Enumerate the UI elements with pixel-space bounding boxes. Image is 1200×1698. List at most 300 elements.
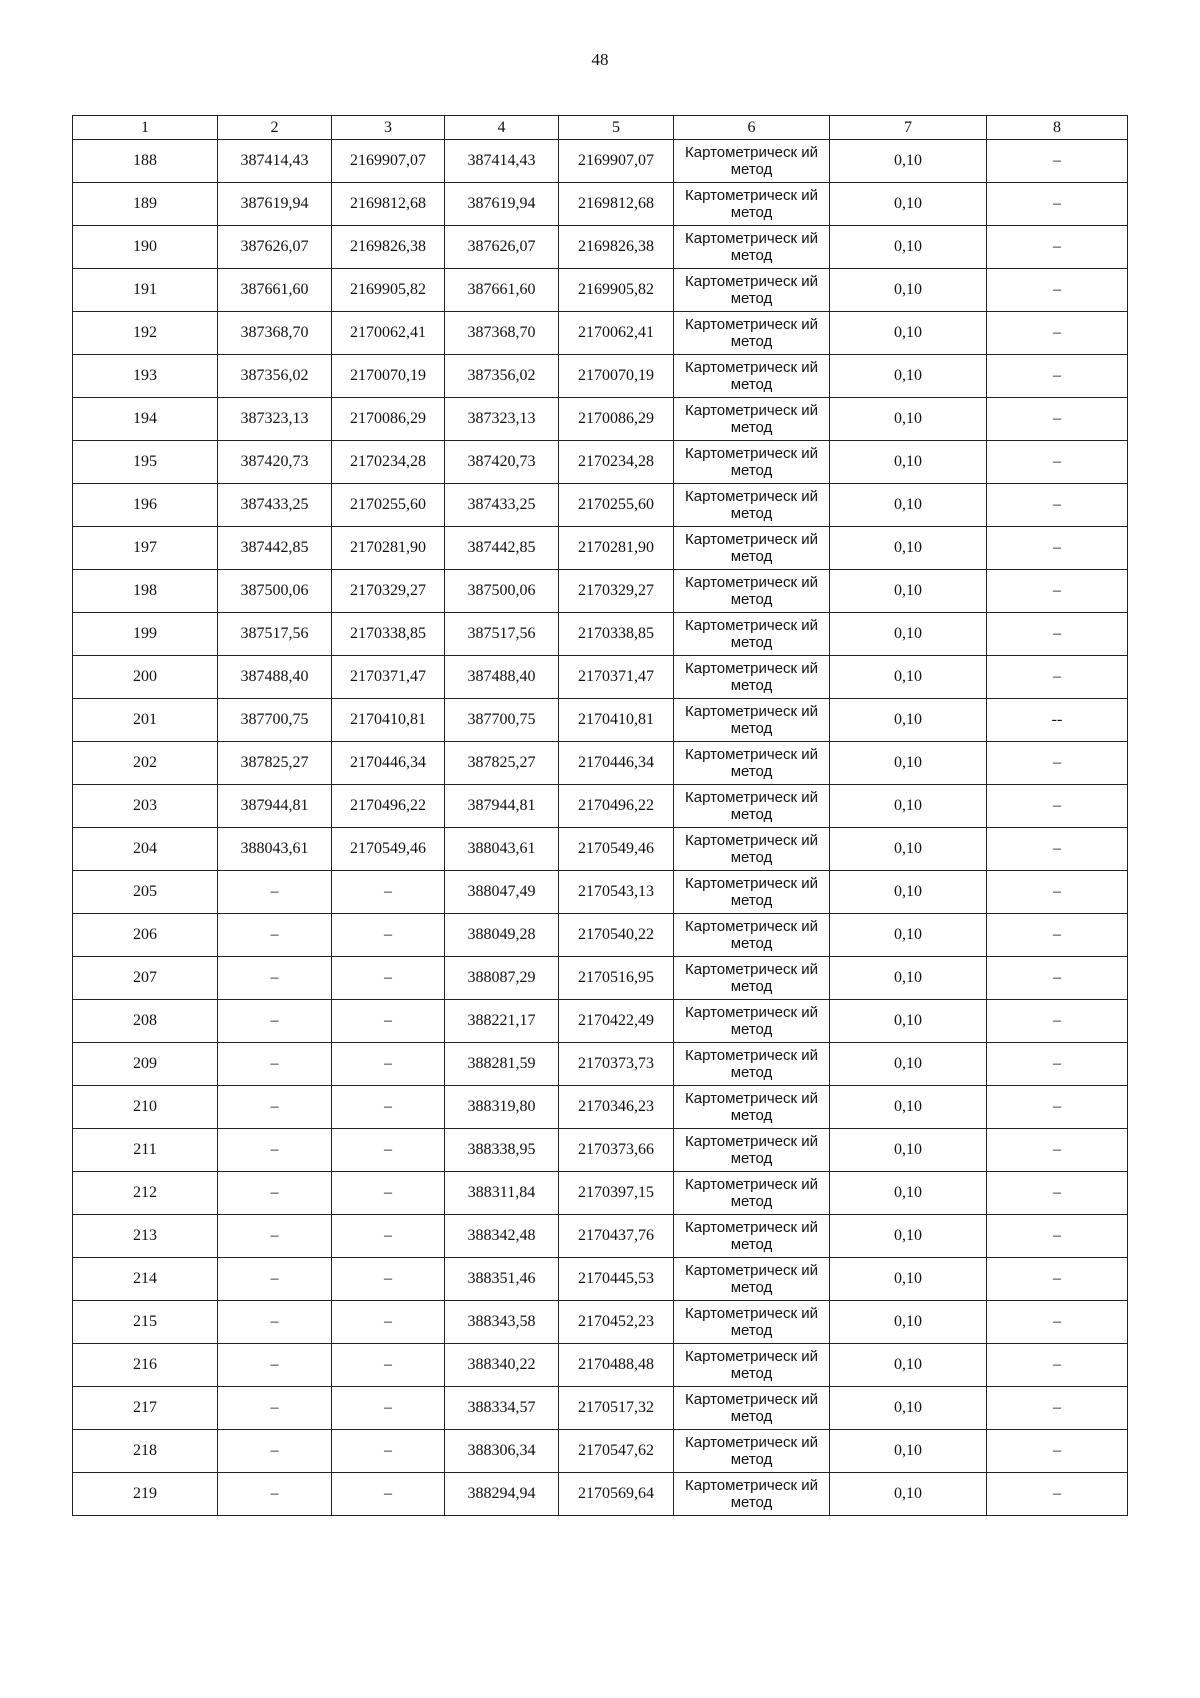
table-cell-col-5: 2170062,41 [559, 312, 674, 355]
table-cell-col-1: 188 [73, 140, 218, 183]
table-cell-col-6: Картометрическ ий метод [674, 1215, 830, 1258]
table-cell-col-6: Картометрическ ий метод [674, 613, 830, 656]
table-cell-col-6: Картометрическ ий метод [674, 527, 830, 570]
table-cell-col-8: – [987, 613, 1128, 656]
table-row [73, 871, 1128, 914]
table-cell-col-6: Картометрическ ий метод [674, 1000, 830, 1043]
table-cell-col-5: 2170488,48 [559, 1344, 674, 1387]
header-row [73, 116, 1128, 140]
table-cell-col-7: 0,10 [830, 484, 987, 527]
table-cell-col-4: 387500,06 [445, 570, 559, 613]
table-cell-col-4: 388334,57 [445, 1387, 559, 1430]
table-cell-col-5: 2170517,32 [559, 1387, 674, 1430]
table-cell-col-6: Картометрическ ий метод [674, 226, 830, 269]
table-cell-col-6: Картометрическ ий метод [674, 1172, 830, 1215]
table-cell-col-7: 0,10 [830, 699, 987, 742]
table-cell-col-1: 201 [73, 699, 218, 742]
table-cell-col-7: 0,10 [830, 1301, 987, 1344]
table-cell-col-4: 387700,75 [445, 699, 559, 742]
table-cell-col-2: – [218, 871, 332, 914]
table-row [73, 398, 1128, 441]
table-cell-col-3: – [332, 914, 445, 957]
table-cell-col-4: 388047,49 [445, 871, 559, 914]
table-cell-col-8: – [987, 828, 1128, 871]
table-row [73, 1344, 1128, 1387]
table-cell-col-3: – [332, 1215, 445, 1258]
table-cell-col-6: Картометрическ ий метод [674, 785, 830, 828]
table-row [73, 1000, 1128, 1043]
table-cell-col-6: Картометрическ ий метод [674, 398, 830, 441]
table-cell-col-1: 216 [73, 1344, 218, 1387]
table-cell-col-4: 387825,27 [445, 742, 559, 785]
table-cell-col-2: 387368,70 [218, 312, 332, 355]
table-cell-col-3: – [332, 1258, 445, 1301]
table-cell-col-8: -- [987, 699, 1128, 742]
table-row [73, 914, 1128, 957]
table-cell-col-8: – [987, 1215, 1128, 1258]
table-cell-col-4: 388049,28 [445, 914, 559, 957]
table-cell-col-8: – [987, 785, 1128, 828]
table-cell-col-4: 388043,61 [445, 828, 559, 871]
table-row [73, 957, 1128, 1000]
table-cell-col-2: – [218, 1301, 332, 1344]
table-cell-col-2: – [218, 1387, 332, 1430]
table-cell-col-3: – [332, 1043, 445, 1086]
table-cell-col-6: Картометрическ ий метод [674, 140, 830, 183]
table-cell-col-8: – [987, 1473, 1128, 1516]
table-cell-col-3: 2170496,22 [332, 785, 445, 828]
table-cell-col-1: 199 [73, 613, 218, 656]
table-cell-col-7: 0,10 [830, 1258, 987, 1301]
table-cell-col-2: 387825,27 [218, 742, 332, 785]
table-cell-col-5: 2170070,19 [559, 355, 674, 398]
table-cell-col-5: 2170446,34 [559, 742, 674, 785]
table-cell-col-2: – [218, 1043, 332, 1086]
table-cell-col-8: – [987, 269, 1128, 312]
table-cell-col-4: 387488,40 [445, 656, 559, 699]
table-cell-col-7: 0,10 [830, 742, 987, 785]
table-cell-col-1: 190 [73, 226, 218, 269]
table-cell-col-8: – [987, 1301, 1128, 1344]
table-cell-col-6: Картометрическ ий метод [674, 828, 830, 871]
table-cell-col-7: 0,10 [830, 1430, 987, 1473]
table-cell-col-4: 388221,17 [445, 1000, 559, 1043]
table-cell-col-5: 2170410,81 [559, 699, 674, 742]
table-cell-col-5: 2170445,53 [559, 1258, 674, 1301]
table-cell-col-6: Картометрическ ий метод [674, 957, 830, 1000]
table-cell-col-6: Картометрическ ий метод [674, 1301, 830, 1344]
table-cell-col-2: – [218, 1086, 332, 1129]
column-header-3: 3 [332, 116, 445, 140]
table-cell-col-1: 189 [73, 183, 218, 226]
table-cell-col-7: 0,10 [830, 1387, 987, 1430]
column-header-1: 1 [73, 116, 218, 140]
table-cell-col-5: 2170543,13 [559, 871, 674, 914]
table-cell-col-5: 2170496,22 [559, 785, 674, 828]
table-cell-col-7: 0,10 [830, 828, 987, 871]
table-cell-col-7: 0,10 [830, 1344, 987, 1387]
table-cell-col-8: – [987, 1430, 1128, 1473]
table-cell-col-4: 388281,59 [445, 1043, 559, 1086]
table-cell-col-5: 2169812,68 [559, 183, 674, 226]
table-cell-col-7: 0,10 [830, 140, 987, 183]
table-cell-col-3: 2170410,81 [332, 699, 445, 742]
table-cell-col-7: 0,10 [830, 1473, 987, 1516]
table-cell-col-4: 387517,56 [445, 613, 559, 656]
table-row [73, 1215, 1128, 1258]
table-row [73, 1473, 1128, 1516]
table-cell-col-4: 388294,94 [445, 1473, 559, 1516]
table-cell-col-4: 388342,48 [445, 1215, 559, 1258]
table-cell-col-5: 2169826,38 [559, 226, 674, 269]
table-cell-col-5: 2170549,46 [559, 828, 674, 871]
table-cell-col-7: 0,10 [830, 226, 987, 269]
table-cell-col-6: Картометрическ ий метод [674, 871, 830, 914]
table-row [73, 613, 1128, 656]
table-cell-col-1: 191 [73, 269, 218, 312]
table-cell-col-5: 2170373,73 [559, 1043, 674, 1086]
table-cell-col-6: Картометрическ ий метод [674, 1387, 830, 1430]
table-cell-col-4: 387661,60 [445, 269, 559, 312]
table-cell-col-2: 387626,07 [218, 226, 332, 269]
table-cell-col-3: – [332, 1387, 445, 1430]
table-cell-col-1: 215 [73, 1301, 218, 1344]
table-cell-col-7: 0,10 [830, 871, 987, 914]
table-cell-col-2: 387700,75 [218, 699, 332, 742]
table-cell-col-8: – [987, 914, 1128, 957]
table-cell-col-5: 2169905,82 [559, 269, 674, 312]
table-cell-col-6: Картометрическ ий метод [674, 1129, 830, 1172]
table-cell-col-4: 388087,29 [445, 957, 559, 1000]
table-cell-col-1: 219 [73, 1473, 218, 1516]
table-cell-col-2: – [218, 1258, 332, 1301]
table-row [73, 828, 1128, 871]
table-cell-col-1: 192 [73, 312, 218, 355]
table-cell-col-6: Картометрическ ий метод [674, 1344, 830, 1387]
table-cell-col-5: 2170371,47 [559, 656, 674, 699]
table-cell-col-4: 387944,81 [445, 785, 559, 828]
table-cell-col-3: 2170338,85 [332, 613, 445, 656]
table-cell-col-6: Картометрическ ий метод [674, 914, 830, 957]
table-cell-col-2: 387517,56 [218, 613, 332, 656]
table-cell-col-2: – [218, 914, 332, 957]
table-cell-col-5: 2170547,62 [559, 1430, 674, 1473]
table-cell-col-4: 388306,34 [445, 1430, 559, 1473]
table-cell-col-3: 2170549,46 [332, 828, 445, 871]
table-cell-col-7: 0,10 [830, 1129, 987, 1172]
table-row [73, 570, 1128, 613]
table-cell-col-2: – [218, 1172, 332, 1215]
table-cell-col-2: 387420,73 [218, 441, 332, 484]
table-cell-col-6: Картометрическ ий метод [674, 183, 830, 226]
table-cell-col-1: 211 [73, 1129, 218, 1172]
table-cell-col-5: 2170329,27 [559, 570, 674, 613]
table-cell-col-6: Картометрическ ий метод [674, 355, 830, 398]
table-cell-col-6: Картометрическ ий метод [674, 269, 830, 312]
table-row [73, 441, 1128, 484]
table-cell-col-6: Картометрическ ий метод [674, 656, 830, 699]
table-cell-col-5: 2170452,23 [559, 1301, 674, 1344]
table-cell-col-2: – [218, 1473, 332, 1516]
table-cell-col-8: – [987, 140, 1128, 183]
table-cell-col-1: 217 [73, 1387, 218, 1430]
table-cell-col-6: Картометрическ ий метод [674, 742, 830, 785]
table-cell-col-6: Картометрическ ий метод [674, 484, 830, 527]
table-cell-col-6: Картометрическ ий метод [674, 699, 830, 742]
table-cell-col-3: – [332, 1430, 445, 1473]
table-cell-col-7: 0,10 [830, 1000, 987, 1043]
table-row [73, 183, 1128, 226]
table-cell-col-4: 387442,85 [445, 527, 559, 570]
table-cell-col-8: – [987, 871, 1128, 914]
table-cell-col-7: 0,10 [830, 613, 987, 656]
table-cell-col-5: 2170086,29 [559, 398, 674, 441]
table-cell-col-2: 387323,13 [218, 398, 332, 441]
table-cell-col-8: – [987, 398, 1128, 441]
table-cell-col-5: 2170373,66 [559, 1129, 674, 1172]
table-row [73, 699, 1128, 742]
table-cell-col-3: 2170329,27 [332, 570, 445, 613]
table-cell-col-3: 2169905,82 [332, 269, 445, 312]
table-cell-col-2: – [218, 957, 332, 1000]
table-cell-col-5: 2170281,90 [559, 527, 674, 570]
table-cell-col-5: 2169907,07 [559, 140, 674, 183]
table-cell-col-8: – [987, 226, 1128, 269]
table-cell-col-8: – [987, 570, 1128, 613]
table-cell-col-4: 387433,25 [445, 484, 559, 527]
table-cell-col-1: 195 [73, 441, 218, 484]
table-cell-col-4: 387626,07 [445, 226, 559, 269]
table-row [73, 1172, 1128, 1215]
table-cell-col-1: 208 [73, 1000, 218, 1043]
column-header-8: 8 [987, 116, 1128, 140]
table-cell-col-5: 2170338,85 [559, 613, 674, 656]
table-cell-col-6: Картометрическ ий метод [674, 1086, 830, 1129]
table-row [73, 785, 1128, 828]
table-cell-col-6: Картометрическ ий метод [674, 1430, 830, 1473]
table-cell-col-1: 205 [73, 871, 218, 914]
table-cell-col-1: 204 [73, 828, 218, 871]
column-header-5: 5 [559, 116, 674, 140]
table-cell-col-7: 0,10 [830, 1043, 987, 1086]
coordinates-table [72, 115, 1128, 1516]
table-row [73, 1301, 1128, 1344]
table-cell-col-4: 387420,73 [445, 441, 559, 484]
table-cell-col-3: 2170281,90 [332, 527, 445, 570]
table-cell-col-5: 2170397,15 [559, 1172, 674, 1215]
table-cell-col-3: – [332, 957, 445, 1000]
table-row [73, 355, 1128, 398]
table-row [73, 484, 1128, 527]
table-cell-col-3: 2170086,29 [332, 398, 445, 441]
table-cell-col-4: 388338,95 [445, 1129, 559, 1172]
table-cell-col-3: – [332, 871, 445, 914]
table-cell-col-2: 387619,94 [218, 183, 332, 226]
table-cell-col-3: – [332, 1086, 445, 1129]
table-cell-col-7: 0,10 [830, 656, 987, 699]
table-row [73, 656, 1128, 699]
table-cell-col-8: – [987, 1344, 1128, 1387]
table-cell-col-4: 388311,84 [445, 1172, 559, 1215]
table-cell-col-1: 212 [73, 1172, 218, 1215]
table-row [73, 1258, 1128, 1301]
table-cell-col-3: 2170062,41 [332, 312, 445, 355]
table-cell-col-2: 387661,60 [218, 269, 332, 312]
table-cell-col-2: – [218, 1430, 332, 1473]
table-cell-col-1: 214 [73, 1258, 218, 1301]
table-cell-col-7: 0,10 [830, 312, 987, 355]
table-cell-col-1: 207 [73, 957, 218, 1000]
table-cell-col-1: 213 [73, 1215, 218, 1258]
table-row [73, 312, 1128, 355]
table-cell-col-7: 0,10 [830, 398, 987, 441]
table-cell-col-3: 2170070,19 [332, 355, 445, 398]
table-cell-col-1: 218 [73, 1430, 218, 1473]
table-row [73, 1430, 1128, 1473]
column-header-4: 4 [445, 116, 559, 140]
table-cell-col-4: 387414,43 [445, 140, 559, 183]
table-cell-col-1: 196 [73, 484, 218, 527]
table-cell-col-5: 2170569,64 [559, 1473, 674, 1516]
table-row [73, 269, 1128, 312]
table-cell-col-6: Картометрическ ий метод [674, 570, 830, 613]
table-cell-col-8: – [987, 1043, 1128, 1086]
table-cell-col-3: 2169826,38 [332, 226, 445, 269]
table-cell-col-8: – [987, 183, 1128, 226]
column-header-7: 7 [830, 116, 987, 140]
table-cell-col-5: 2170234,28 [559, 441, 674, 484]
table-cell-col-1: 200 [73, 656, 218, 699]
table-cell-col-6: Картометрическ ий метод [674, 1473, 830, 1516]
table-cell-col-6: Картометрическ ий метод [674, 441, 830, 484]
table-cell-col-4: 387619,94 [445, 183, 559, 226]
table-cell-col-2: 387944,81 [218, 785, 332, 828]
table-cell-col-3: – [332, 1473, 445, 1516]
table-cell-col-7: 0,10 [830, 957, 987, 1000]
table-row [73, 1387, 1128, 1430]
table-cell-col-5: 2170422,49 [559, 1000, 674, 1043]
table-row [73, 1043, 1128, 1086]
table-cell-col-8: – [987, 656, 1128, 699]
table-cell-col-3: – [332, 1301, 445, 1344]
table-cell-col-4: 387356,02 [445, 355, 559, 398]
table-cell-col-7: 0,10 [830, 1172, 987, 1215]
table-cell-col-3: – [332, 1129, 445, 1172]
table-cell-col-4: 388343,58 [445, 1301, 559, 1344]
table-cell-col-4: 387368,70 [445, 312, 559, 355]
table-cell-col-2: 387414,43 [218, 140, 332, 183]
table-cell-col-8: – [987, 1000, 1128, 1043]
table-row [73, 1086, 1128, 1129]
table-cell-col-1: 197 [73, 527, 218, 570]
table-row [73, 742, 1128, 785]
table-cell-col-8: – [987, 1129, 1128, 1172]
table-cell-col-5: 2170437,76 [559, 1215, 674, 1258]
table-cell-col-1: 194 [73, 398, 218, 441]
table-cell-col-7: 0,10 [830, 785, 987, 828]
table-cell-col-1: 209 [73, 1043, 218, 1086]
table-cell-col-4: 388319,80 [445, 1086, 559, 1129]
table-cell-col-5: 2170255,60 [559, 484, 674, 527]
table-cell-col-7: 0,10 [830, 914, 987, 957]
table-cell-col-4: 388351,46 [445, 1258, 559, 1301]
table-cell-col-3: 2170446,34 [332, 742, 445, 785]
table-cell-col-8: – [987, 742, 1128, 785]
table-cell-col-7: 0,10 [830, 269, 987, 312]
table-cell-col-3: 2170234,28 [332, 441, 445, 484]
table-cell-col-8: – [987, 1387, 1128, 1430]
table-cell-col-1: 198 [73, 570, 218, 613]
table-cell-col-8: – [987, 484, 1128, 527]
table-cell-col-3: 2170255,60 [332, 484, 445, 527]
page-number: 48 [591, 50, 609, 69]
column-header-6: 6 [674, 116, 830, 140]
table-cell-col-1: 203 [73, 785, 218, 828]
table-cell-col-3: – [332, 1000, 445, 1043]
table-row [73, 226, 1128, 269]
table-cell-col-7: 0,10 [830, 355, 987, 398]
table-row [73, 527, 1128, 570]
table-cell-col-2: 387488,40 [218, 656, 332, 699]
table-cell-col-2: – [218, 1000, 332, 1043]
table-cell-col-8: – [987, 1172, 1128, 1215]
table-cell-col-4: 388340,22 [445, 1344, 559, 1387]
table-cell-col-6: Картометрическ ий метод [674, 1258, 830, 1301]
table-cell-col-2: – [218, 1344, 332, 1387]
table-row [73, 1129, 1128, 1172]
table-cell-col-7: 0,10 [830, 441, 987, 484]
table-body [73, 140, 1128, 1516]
table-cell-col-8: – [987, 1086, 1128, 1129]
table-cell-col-8: – [987, 957, 1128, 1000]
table-cell-col-7: 0,10 [830, 570, 987, 613]
table-cell-col-6: Картометрическ ий метод [674, 1043, 830, 1086]
table-cell-col-2: – [218, 1129, 332, 1172]
table-cell-col-5: 2170346,23 [559, 1086, 674, 1129]
table-cell-col-4: 387323,13 [445, 398, 559, 441]
table-row [73, 140, 1128, 183]
table-cell-col-2: 388043,61 [218, 828, 332, 871]
table-cell-col-5: 2170540,22 [559, 914, 674, 957]
table-cell-col-1: 206 [73, 914, 218, 957]
table-cell-col-8: – [987, 312, 1128, 355]
table-cell-col-3: – [332, 1344, 445, 1387]
table-cell-col-2: 387442,85 [218, 527, 332, 570]
table-cell-col-2: 387356,02 [218, 355, 332, 398]
table-cell-col-7: 0,10 [830, 183, 987, 226]
table-cell-col-1: 193 [73, 355, 218, 398]
table-cell-col-1: 202 [73, 742, 218, 785]
table-cell-col-3: 2169907,07 [332, 140, 445, 183]
table-cell-col-2: 387433,25 [218, 484, 332, 527]
table-cell-col-7: 0,10 [830, 1086, 987, 1129]
table-cell-col-2: 387500,06 [218, 570, 332, 613]
column-header-2: 2 [218, 116, 332, 140]
table-cell-col-2: – [218, 1215, 332, 1258]
table-cell-col-8: – [987, 441, 1128, 484]
table-cell-col-8: – [987, 1258, 1128, 1301]
table-cell-col-1: 210 [73, 1086, 218, 1129]
table-cell-col-8: – [987, 355, 1128, 398]
table-cell-col-3: 2169812,68 [332, 183, 445, 226]
table-cell-col-8: – [987, 527, 1128, 570]
table-cell-col-5: 2170516,95 [559, 957, 674, 1000]
table-cell-col-7: 0,10 [830, 1215, 987, 1258]
table-cell-col-3: 2170371,47 [332, 656, 445, 699]
table-cell-col-7: 0,10 [830, 527, 987, 570]
table-cell-col-3: – [332, 1172, 445, 1215]
table-cell-col-6: Картометрическ ий метод [674, 312, 830, 355]
